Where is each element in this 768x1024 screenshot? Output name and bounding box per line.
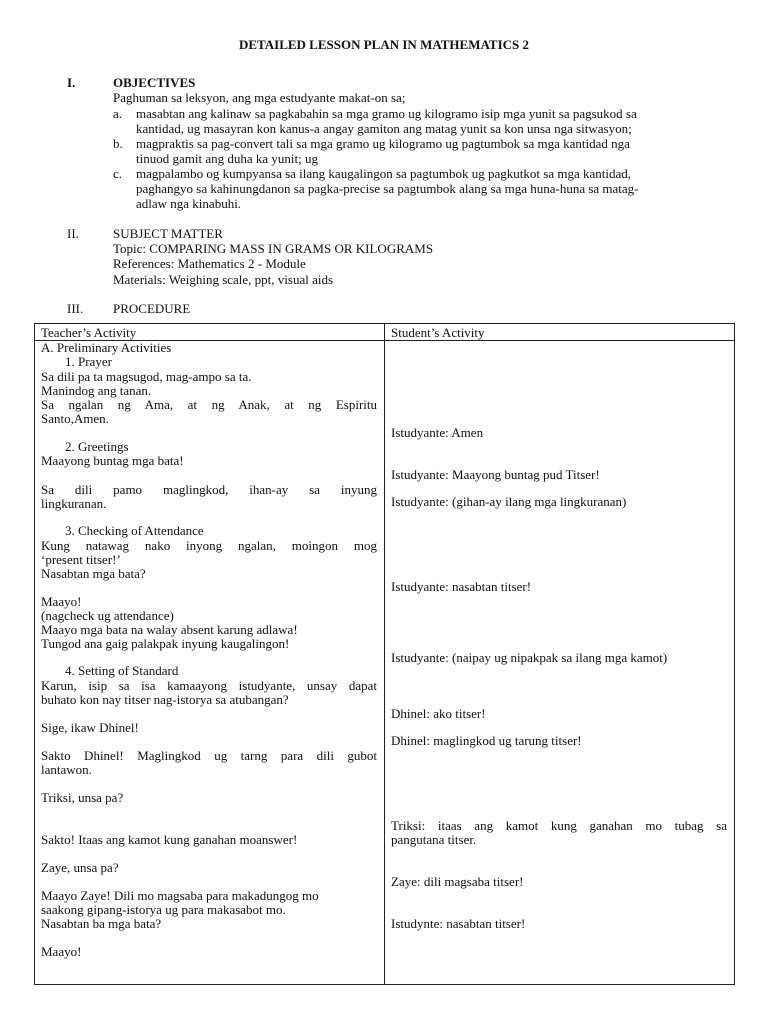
teacher-line: lantawon.: [41, 762, 92, 777]
section-heading: OBJECTIVES: [113, 75, 196, 90]
teacher-line: Sakto! Itaas ang kamot kung ganahan moanswer!: [41, 832, 298, 847]
student-line: Triksi: itaas ang kamot kung ganahan mo tubag sa: [391, 818, 727, 833]
student-line: Istudyante: (naipay ug nipakpak sa ilang mga kamot): [391, 650, 668, 665]
student-line: pangutana titser.: [391, 832, 477, 847]
section-number: III.: [67, 301, 84, 316]
objective-text: magpraktis sa pag-convert tali sa mga gramo ug kilogramo ug pagtumbok sa mga kantidad nga: [136, 136, 630, 151]
teacher-line: ‘present titser!’: [41, 552, 121, 567]
subject-topic: Topic: COMPARING MASS IN GRAMS OR KILOGRAMS: [113, 241, 434, 256]
teacher-line: lingkuranan.: [41, 496, 107, 511]
teacher-line: Maayo Zaye! Dili mo magsaba para makadungog mo: [41, 888, 319, 903]
objective-letter: c.: [113, 166, 123, 181]
section-number: II.: [67, 226, 79, 241]
teacher-subheading: 1. Prayer: [65, 354, 112, 369]
student-line: Dhinel: ako titser!: [391, 706, 486, 721]
teacher-subheading: 4. Setting of Standard: [65, 663, 179, 678]
teacher-line: Maayong buntag mga bata!: [41, 453, 184, 468]
teacher-line: Karun, isip sa isa kamaayong istudyante, unsay dapat: [41, 678, 377, 693]
teacher-subheading: 2. Greetings: [65, 439, 129, 454]
student-line: Zaye: dili magsaba titser!: [391, 874, 524, 889]
teacher-line: Manindog ang tanan.: [41, 383, 152, 398]
student-line: Istudyante: Maayong buntag pud Titser!: [391, 467, 600, 482]
teacher-line: Maayo mga bata na walay absent karung adlawa!: [41, 622, 298, 637]
subject-materials: Materials: Weighing scale, ppt, visual aids: [113, 272, 334, 287]
teacher-line: Sakto Dhinel! Maglingkod ug tarng para dili gubot: [41, 748, 377, 763]
teacher-line: saakong gipang-istorya ug para makasabot mo.: [41, 902, 286, 917]
student-line: Istudyante: (gihan-ay ilang mga lingkuranan): [391, 494, 627, 509]
teacher-line: Sa ngalan ng Ama, at ng Anak, at ng Espiritu: [41, 397, 377, 412]
teacher-subheading: 3. Checking of Attendance: [65, 523, 204, 538]
section-number: I.: [67, 75, 76, 90]
objective-text: adlaw nga kinabuhi.: [136, 196, 242, 211]
teacher-line: Tungod ana gaig palakpak inyung kaugalingon!: [41, 636, 290, 651]
teacher-line: Sige, ikaw Dhinel!: [41, 720, 139, 735]
student-line: Istudynte: nasabtan titser!: [391, 916, 526, 931]
objective-text: tinuod gamit ang duha ka yunit; ug: [136, 151, 318, 166]
objective-letter: a.: [113, 106, 123, 121]
teacher-line: Triksi, unsa pa?: [41, 790, 124, 805]
objective-text: magpalambo og kumpyansa sa ilang kaugalingon sa pagtumbok ug pagkutkot sa mga kantidad,: [136, 166, 631, 181]
objective-text: paghangyo sa kahinungdanon sa pagka-precise sa pagtumbok alang sa mga huna-huna sa matag-: [136, 181, 639, 196]
subject-references: References: Mathematics 2 - Module: [113, 256, 306, 271]
teacher-line: Maayo!: [41, 594, 82, 609]
section-heading: SUBJECT MATTER: [113, 226, 223, 241]
teacher-line: Nasabtan mga bata?: [41, 566, 146, 581]
student-line: Dhinel: maglingkod ug tarung titser!: [391, 733, 582, 748]
student-activity-header: Student’s Activity: [391, 325, 485, 340]
objective-text: kantidad, ug masayran kon kanus-a angay gamiton ang matag yunit sa kon unsa nga sitwasyon;: [136, 121, 632, 136]
page-title: DETAILED LESSON PLAN IN MATHEMATICS 2: [238, 37, 530, 52]
teacher-line: Sa dili pamo maglingkod, ihan-ay sa inyung: [41, 482, 377, 497]
objective-letter: b.: [113, 136, 123, 151]
teacher-line: (nagcheck ug attendance): [41, 608, 174, 623]
teacher-line: Kung natawag nako inyong ngalan, moingon mog: [41, 538, 377, 553]
procedure-table: [34, 323, 735, 985]
student-line: Istudyante: nasabtan titser!: [391, 579, 532, 594]
section-heading: PROCEDURE: [113, 301, 191, 316]
teacher-line: Santo,Amen.: [41, 411, 109, 426]
teacher-line: A. Preliminary Activities: [41, 340, 172, 355]
teacher-line: Zaye, unsa pa?: [41, 860, 119, 875]
teacher-line: Maayo!: [41, 944, 82, 959]
column-divider: [384, 324, 385, 984]
objective-text: masabtan ang kalinaw sa pagkabahin sa mga gramo ug kilogramo isip mga yunit sa pagsukod sa: [136, 106, 637, 121]
student-line: Istudyante: Amen: [391, 425, 484, 440]
teacher-line: Nasabtan ba mga bata?: [41, 916, 162, 931]
objectives-intro: Paghuman sa leksyon, ang mga estudyante makat-on sa;: [113, 90, 406, 105]
teacher-line: Sa dili pa ta magsugod, mag-ampo sa ta.: [41, 369, 252, 384]
teacher-line: buhato kon nay titser nag-istorya sa atubangan?: [41, 692, 289, 707]
teacher-activity-header: Teacher’s Activity: [41, 325, 137, 340]
